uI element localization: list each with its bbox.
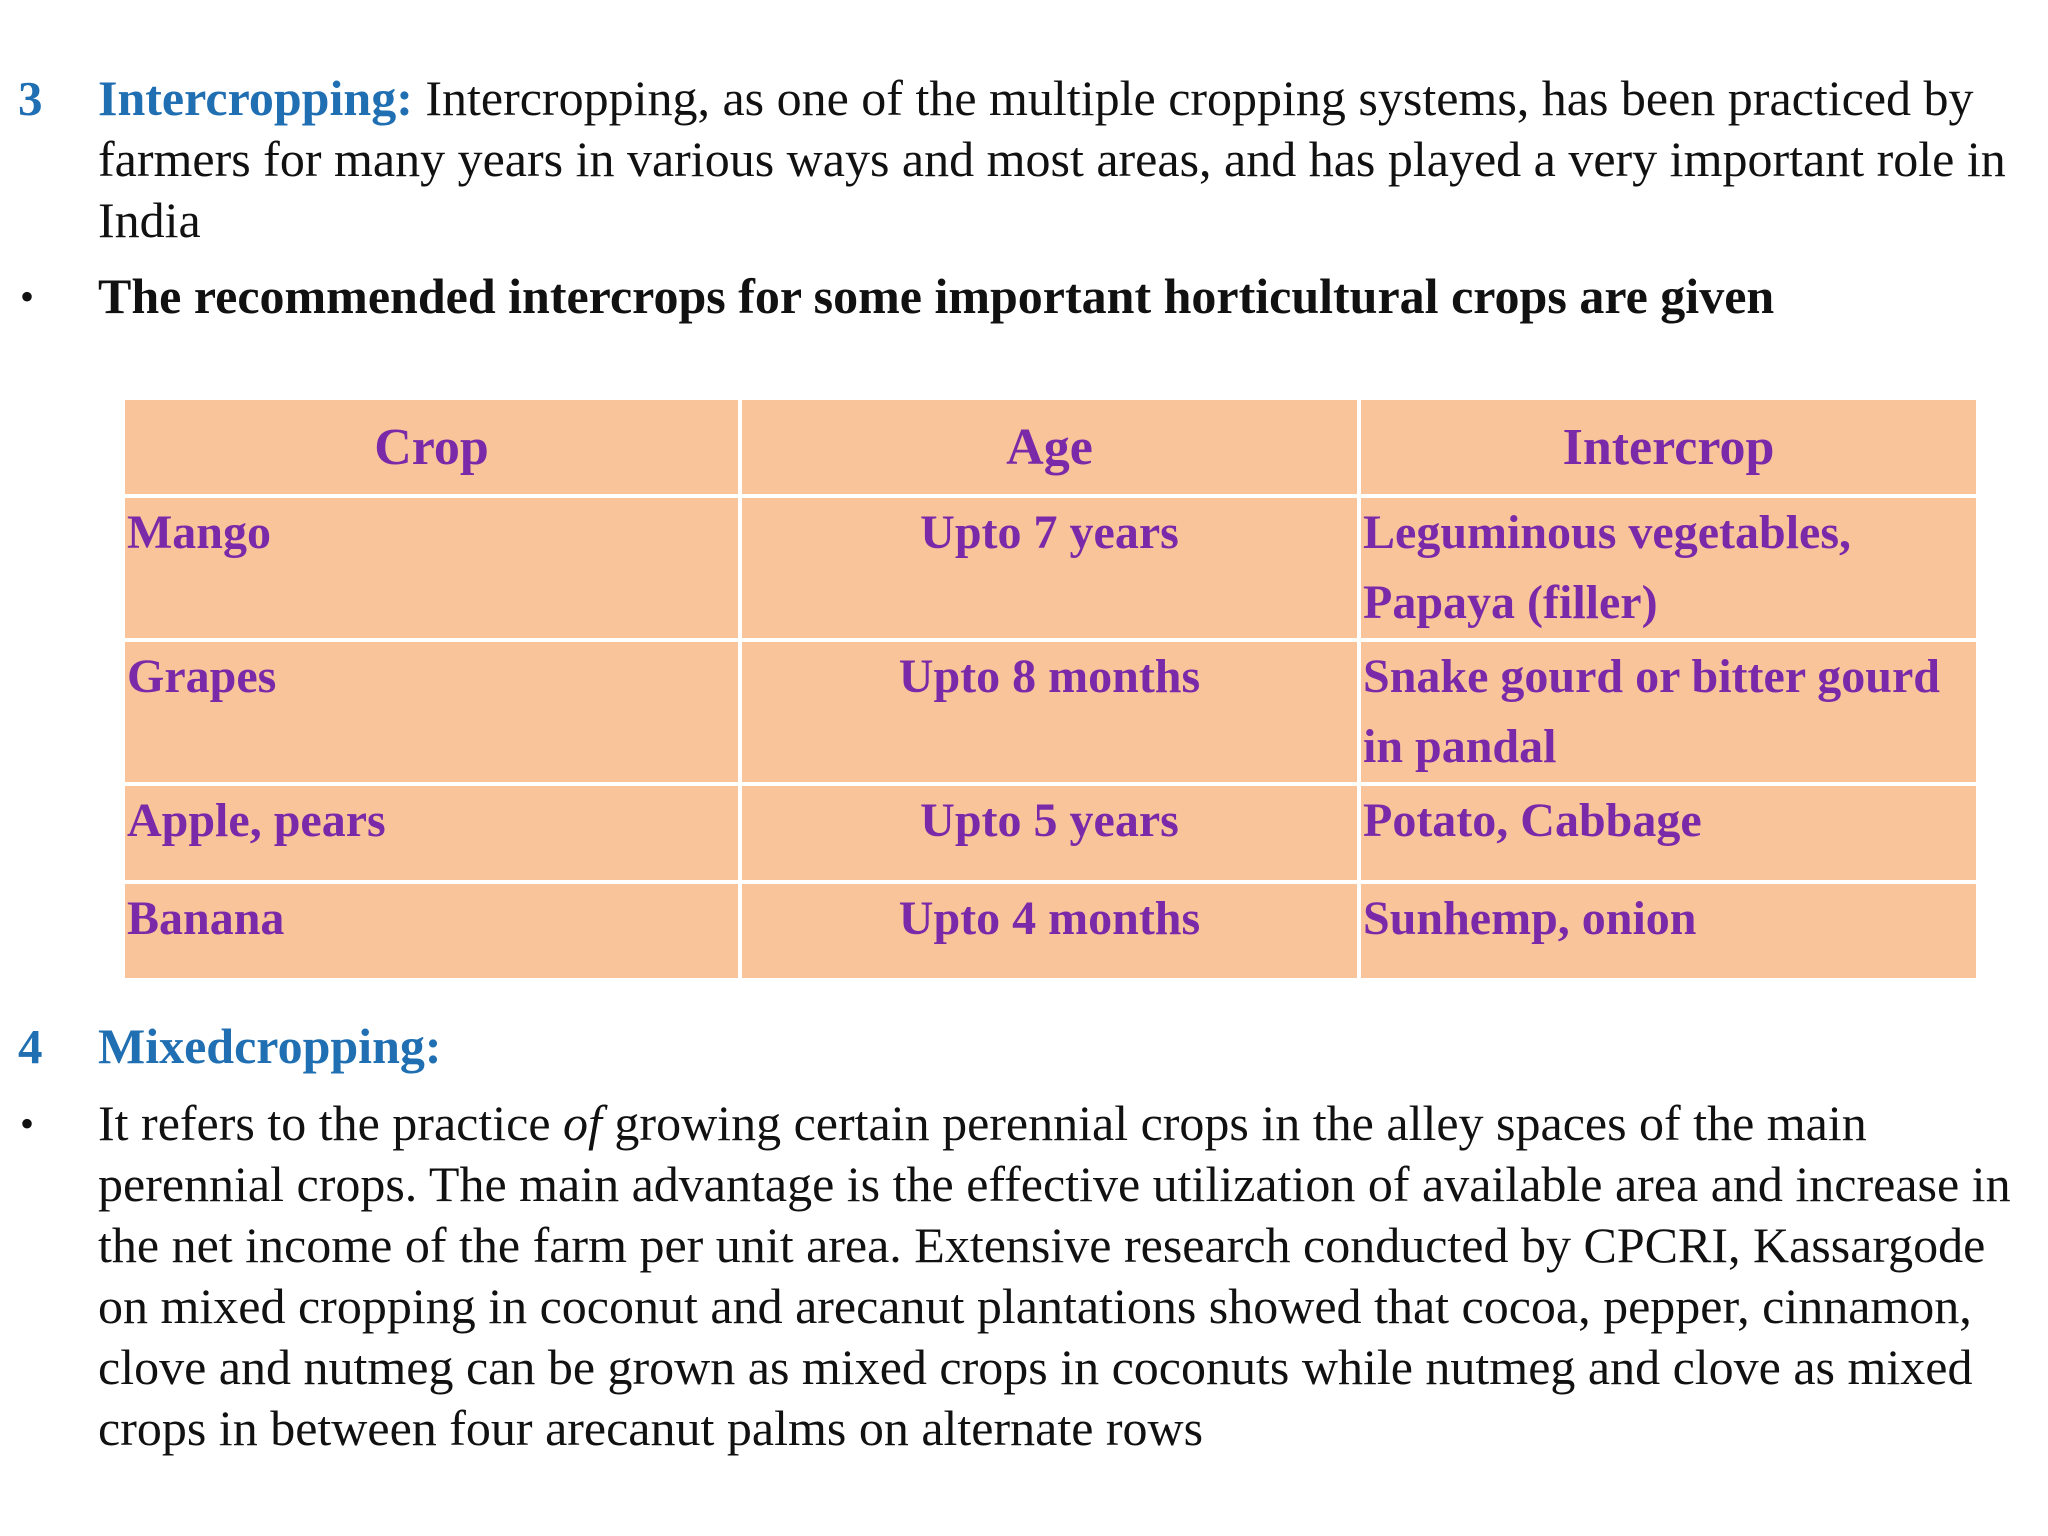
table-header-row xyxy=(123,398,1978,496)
section-heading: Intercropping: xyxy=(98,70,413,126)
cell-crop: Mango xyxy=(123,496,740,640)
bullet-marker: • xyxy=(20,274,35,319)
table-row xyxy=(123,496,1978,640)
table-row xyxy=(123,784,1978,882)
section-heading: Mixedcropping: xyxy=(98,1018,442,1074)
cell-intercrop: Leguminous vegetables, Papaya (filler) xyxy=(1359,496,1978,640)
table-row xyxy=(123,640,1978,784)
bullet-text-rest: growing certain perennial crops in the alley spaces of the main perennial crops. The main advantage is the effective utilization of available area and increase in the net income of the farm per unit area. Extensive research conducted by CPCRI, Kassargode on mixed cropping in coconut and arecanut plantations showed that cocoa, pepper, cinnamon, clove and nutmeg can be grown as mixed crops in coconuts while nutmeg and clove as mixed crops in between four arecanut palms on alternate rows xyxy=(98,1095,2011,1456)
section-number: 3 xyxy=(18,71,43,126)
header-intercrop: Intercrop xyxy=(1359,398,1978,496)
bullet-text-start: It refers to the practice xyxy=(98,1095,564,1151)
bullet-paragraph xyxy=(98,1093,2030,1459)
bullet-text: The recommended intercrops for some important horticultural crops are given xyxy=(98,268,1775,324)
cell-age: Upto 4 months xyxy=(740,882,1359,980)
cell-intercrop: Potato, Cabbage xyxy=(1359,784,1978,882)
bullet-marker: • xyxy=(20,1101,35,1146)
cell-intercrop: Snake gourd or bitter gourd in pandal xyxy=(1359,640,1978,784)
section-paragraph xyxy=(98,68,2030,251)
header-age: Age xyxy=(740,398,1359,496)
cell-crop: Grapes xyxy=(123,640,740,784)
cell-crop: Apple, pears xyxy=(123,784,740,882)
section-body: Intercropping, as one of the multiple cropping systems, has been practiced by farmers for many years in various ways and most areas, and has played a very important role in India xyxy=(98,70,2006,248)
cell-age: Upto 8 months xyxy=(740,640,1359,784)
cell-intercrop: Sunhemp, onion xyxy=(1359,882,1978,980)
cell-age: Upto 5 years xyxy=(740,784,1359,882)
table-row xyxy=(123,882,1978,980)
cell-age: Upto 7 years xyxy=(740,496,1359,640)
intercrop-table xyxy=(121,396,1980,982)
cell-crop: Banana xyxy=(123,882,740,980)
section-number: 4 xyxy=(18,1019,43,1074)
bullet-text-italic: of xyxy=(563,1095,602,1151)
header-crop: Crop xyxy=(123,398,740,496)
